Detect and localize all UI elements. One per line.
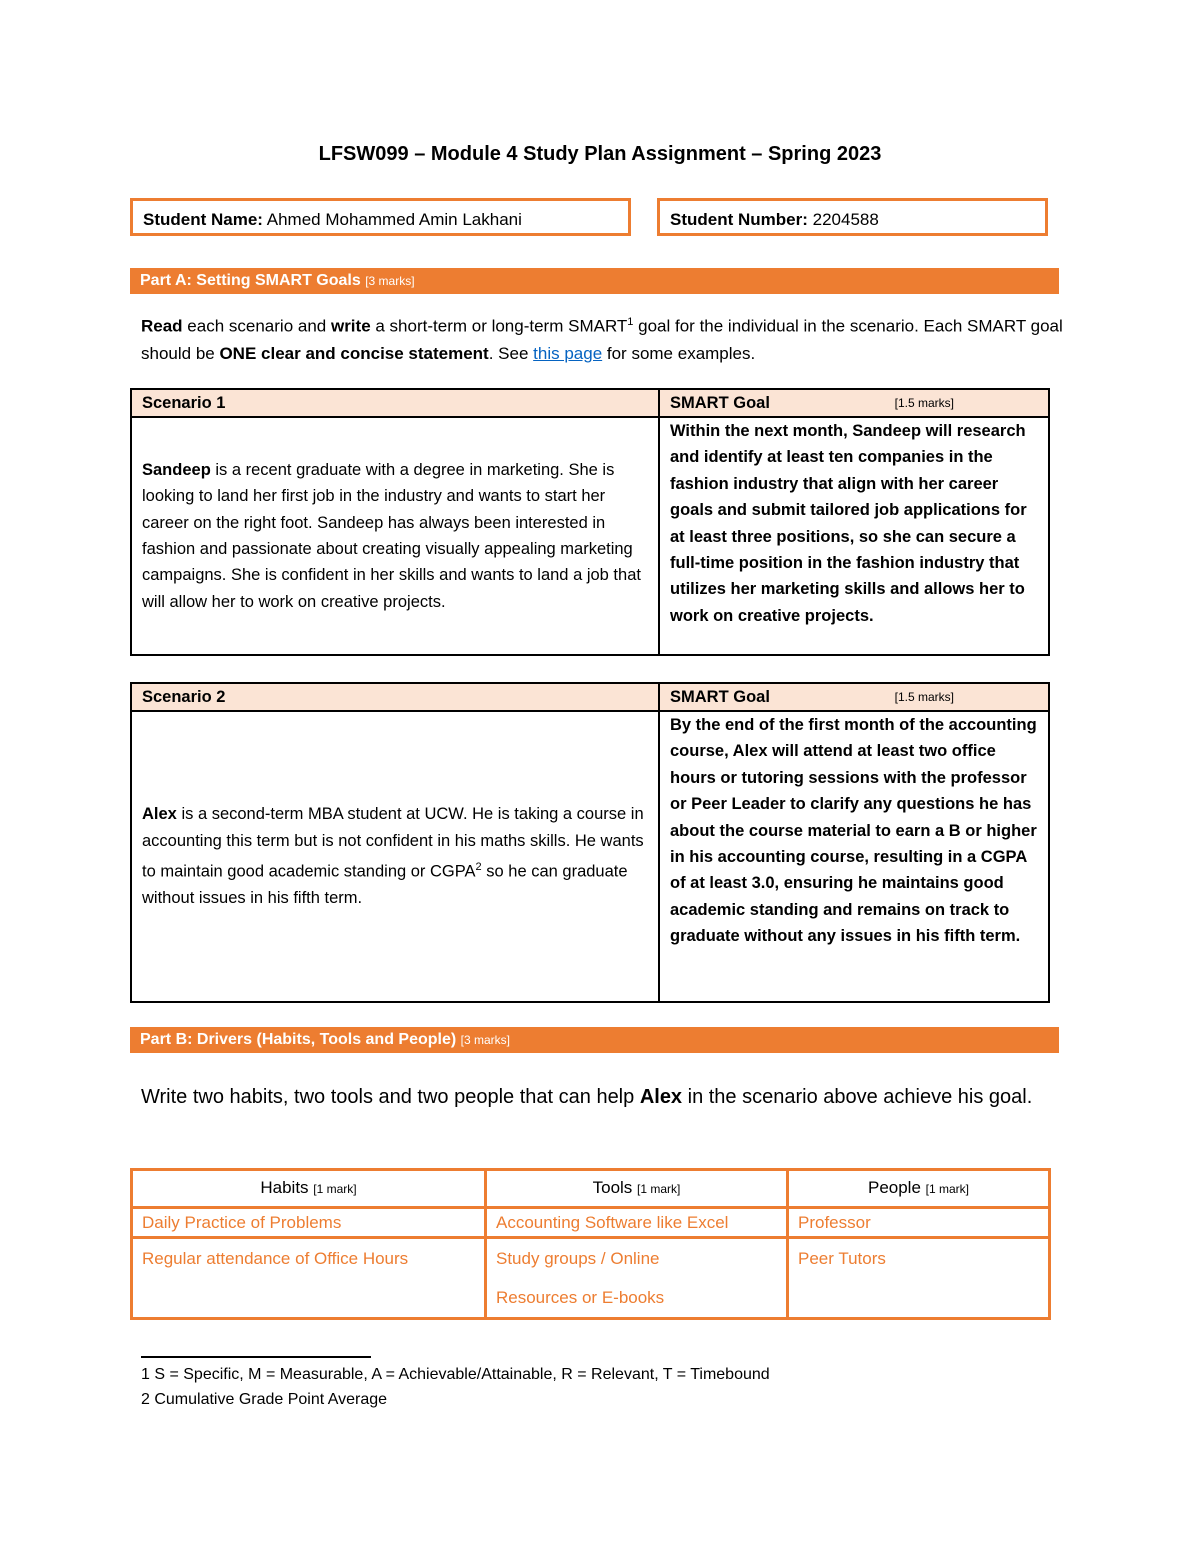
habit-2: Regular attendance of Office Hours <box>132 1238 486 1319</box>
student-name-label: Student Name: <box>143 210 263 229</box>
part-b-heading <box>130 1027 1059 1053</box>
student-number-label: Student Number: <box>670 210 808 229</box>
drivers-table <box>130 1168 1051 1320</box>
student-number-box <box>657 198 1048 236</box>
part-b-title: Part B: Drivers (Habits, Tools and People) <box>140 1031 457 1048</box>
student-number-value: 2204588 <box>812 210 879 229</box>
scenario-2-goal-header: SMART Goal [1.5 marks] <box>659 683 1049 711</box>
scenario-1-table <box>130 388 1050 656</box>
part-b-question: Write two habits, two tools and two people that can help Alex in the scenario above achieve his goal. <box>141 1086 1033 1108</box>
part-a-heading <box>130 268 1059 294</box>
habit-1: Daily Practice of Problems <box>132 1208 486 1238</box>
scenario-1-description: Sandeep is a recent graduate with a degree in marketing. She is looking to land her first job in the industry and wants to start her career on the right foot. Sandeep has always been interested in fashion and passionate about creating visually appealing marketing campaigns. She is confident in her skills and wants to land a job that will allow her to work on creative projects. <box>131 417 659 655</box>
scenario-2-description: Alex is a second-term MBA student at UCW. He is taking a course in accounting this term but is not confident in his maths skills. He wants to maintain good academic standing or CGPA$^2$ so he can graduate without issues in his fifth term. <box>131 711 659 1002</box>
tool-1: Accounting Software like Excel <box>486 1208 788 1238</box>
part-a-marks: [3 marks] <box>365 274 415 288</box>
person-2: Peer Tutors <box>788 1238 1050 1319</box>
scenario-1-header: Scenario 1 <box>131 389 659 417</box>
footnote-1: 1 S = Specific, M = Measurable, A = Achievable/Attainable, R = Relevant, T = Timebound <box>141 1366 770 1383</box>
footnote-divider <box>141 1356 371 1358</box>
part-b-marks: [3 marks] <box>460 1033 511 1047</box>
people-header: People [1 mark] <box>788 1170 1050 1208</box>
habits-header: Habits [1 mark] <box>132 1170 486 1208</box>
student-name-value: Ahmed Mohammed Amin Lakhani <box>266 210 522 229</box>
part-a-instructions: Read each scenario and write a short-term or long-term SMART$^1$ goal for the individual in the scenario. Each SMART goal should be ONE clear and concise statement. See this page for some examples. <box>141 316 1063 363</box>
tools-header: Tools [1 mark] <box>486 1170 788 1208</box>
scenario-1-smart-goal: Within the next month, Sandeep will research and identify at least ten companies in the fashion industry that align with her career goals and submit tailored job applications for at least three positions, so she can secure a full-time position in the fashion industry that utilizes her marketing skills and allows her to work on creative projects. <box>659 417 1049 655</box>
student-name-box <box>130 198 631 236</box>
part-a-title: Part A: Setting SMART Goals <box>140 272 361 289</box>
footnote-2: 2 Cumulative Grade Point Average <box>141 1391 388 1408</box>
this-page-link[interactable]: this page <box>533 343 603 363</box>
page-title: LFSW099 – Module 4 Study Plan Assignment – Spring 2023 <box>318 143 882 165</box>
scenario-1-goal-header: SMART Goal [1.5 marks] <box>659 389 1049 417</box>
scenario-2-table <box>130 682 1050 1003</box>
scenario-2-header: Scenario 2 <box>131 683 659 711</box>
scenario-2-smart-goal: By the end of the first month of the accounting course, Alex will attend at least two office hours or tutoring sessions with the professor or Peer Leader to clarify any questions he has about the course material to earn a B or higher in his accounting course, resulting in a CGPA of at least 3.0, ensuring he maintains good academic standing and remains on track to graduate without any issues in his fifth term. <box>659 711 1049 1002</box>
person-1: Professor <box>788 1208 1050 1238</box>
tool-2: Study groups / Online Resources or E-books <box>486 1238 788 1319</box>
